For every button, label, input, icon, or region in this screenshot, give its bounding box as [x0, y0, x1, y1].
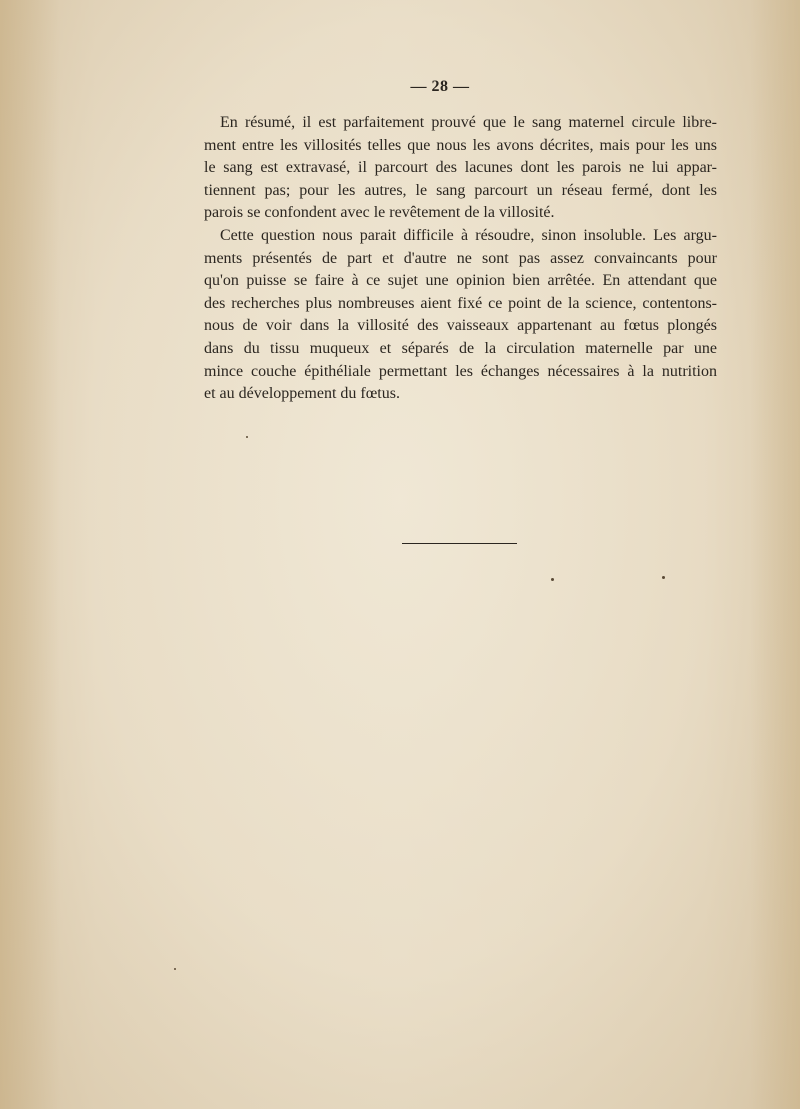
text-line: En résumé, il est parfaitement prouvé que le sang maternel circule libre- [220, 114, 717, 131]
text-line: mince couche épithéliale permettant les échanges nécessaires à la nutrition [204, 362, 717, 380]
text-line: tiennent pas; pour les autres, le sang parcourt un réseau fermé, dont les [204, 181, 717, 199]
text-line: nous de voir dans la villosité des vaisseaux appartenant au fœtus plongés [204, 317, 717, 335]
paper-speck [174, 968, 176, 970]
text-line: des recherches plus nombreuses aient fixé ce point de la science, contentons- [204, 294, 717, 312]
section-end-rule [402, 543, 517, 544]
text-line: parois se confondent avec le revêtement de la villosité. [204, 204, 555, 222]
paragraph-1 [204, 112, 717, 225]
text-line: Cette question nous parait difficile à résoudre, sinon insoluble. Les argu- [220, 226, 717, 244]
text-line: le sang est extravasé, il parcourt des lacunes dont les parois ne lui appar- [204, 159, 717, 177]
page-edge-shadow-left [0, 0, 60, 1109]
paper-speck [551, 578, 554, 581]
paper-speck [246, 436, 248, 438]
paragraph-2 [204, 225, 717, 406]
text-line: dans du tissu muqueux et séparés de la circulation maternelle par une [204, 339, 717, 357]
text-line: ments présentés de part et d'autre ne sont pas assez convaincants pour [204, 249, 717, 267]
paper-speck [662, 576, 665, 579]
text-line: et au développement du fœtus. [204, 385, 400, 403]
text-line: ment entre les villosités telles que nous les avons décrites, mais pour les uns [204, 136, 717, 154]
text-line: qu'on puisse se faire à ce sujet une opinion bien arrêtée. En attendant que [204, 272, 717, 290]
page-number: — 28 — [410, 78, 470, 95]
page-edge-shadow-right [750, 0, 800, 1109]
body-text [204, 112, 717, 406]
